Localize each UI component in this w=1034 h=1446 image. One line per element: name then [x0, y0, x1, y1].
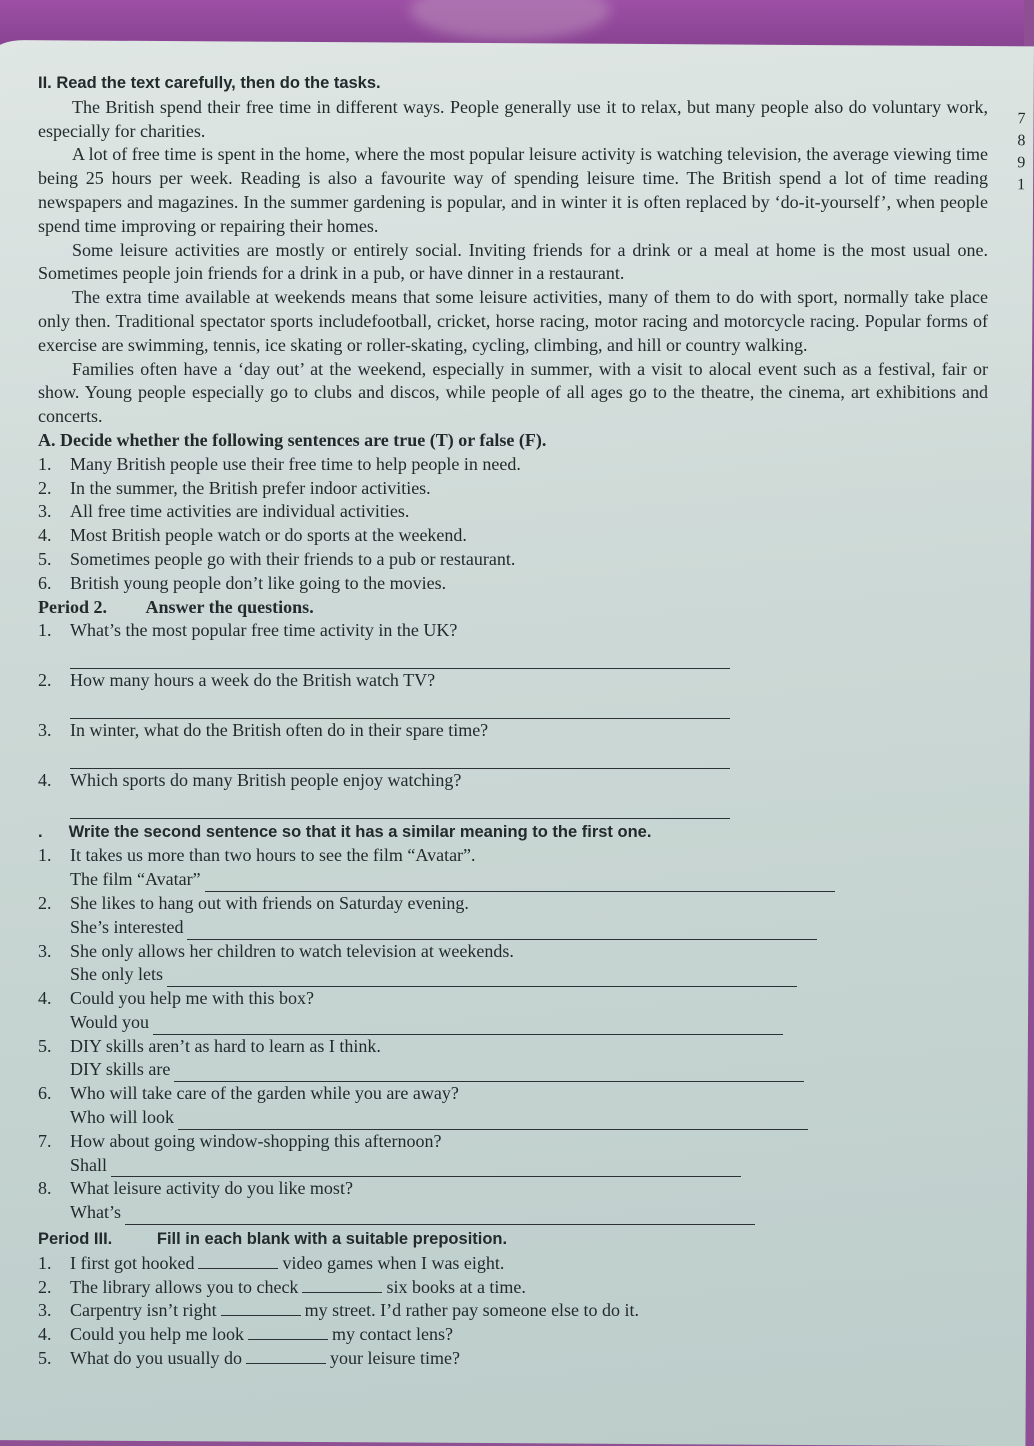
reading-paragraph: Some leisure activities are mostly or entirely social. Inviting friends for a drink or a meal at home is the most usual one. Sometimes people join friends for a drink in a pub, or have dinner in a restaurant.: [38, 239, 988, 284]
question-list: [38, 619, 988, 818]
statement-text: All free time activities are individual activities.: [70, 501, 410, 522]
sentence-after: video games when I was eight.: [282, 1252, 505, 1273]
reading-paragraph: The extra time available at weekends means that some leisure activities, many of them to do with sport, normally take place only then. Traditional spectator sports includefootball, cricket, horse racing, motor racing and motorcycle racing. Popular forms of exercise are swimming, tennis, ice skating or roller-skating, cycling, climbing, and hill or country walking.: [38, 287, 988, 355]
list-item: [38, 453, 988, 477]
answer-line[interactable]: [174, 1063, 804, 1082]
original-sentence: Who will take care of the garden while you are away?: [70, 1083, 459, 1104]
item-number: 5.: [38, 1035, 52, 1056]
item-number: 3.: [38, 1300, 52, 1321]
rewrite-title: Write the second sentence so that it has a similar meaning to the first one.: [68, 822, 652, 841]
item-number: 4.: [38, 1324, 52, 1345]
sentence-before: What do you usually do: [70, 1348, 242, 1369]
rewrite-item: [38, 940, 988, 988]
period2-header: [38, 596, 988, 620]
sentence-start: DIY skills are: [70, 1059, 171, 1080]
answer-line[interactable]: [70, 693, 730, 719]
blank[interactable]: [302, 1276, 382, 1293]
item-number: 4.: [38, 769, 52, 790]
blank[interactable]: [198, 1252, 278, 1269]
statement-text: Sometimes people go with their friends to a pub or restaurant.: [70, 548, 516, 569]
answer-line[interactable]: [70, 793, 730, 819]
section2-heading: II. Read the text carefully, then do the tasks.: [38, 74, 381, 92]
rewrite-list: [38, 844, 988, 1225]
original-sentence: She likes to hang out with friends on Saturday evening.: [70, 892, 469, 913]
reading-paragraph: Families often have a ‘day out’ at the weekend, especially in summer, with a visit to alocal event such as a festival, fair or show. Young people especially go to clubs and discos, while people of all ages go to the theatre, the cinema, art exhibitions and concerts.: [38, 358, 988, 427]
true-false-list: [38, 453, 988, 596]
sentence-before: The library allows you to check: [70, 1276, 299, 1297]
question-text: In winter, what do the British often do in their spare time?: [70, 719, 489, 740]
cloth-highlight: [410, 0, 610, 40]
original-sentence: She only allows her children to watch television at weekends.: [70, 940, 514, 961]
answer-line[interactable]: [187, 921, 817, 940]
list-item: [38, 477, 988, 501]
item-number: 6.: [38, 572, 52, 593]
rewrite-header: [38, 821, 988, 845]
answer-line[interactable]: [70, 643, 730, 669]
item-number: 1.: [38, 1252, 52, 1273]
margin-number: 8: [1017, 132, 1026, 150]
statement-text: Most British people watch or do sports at the weekend.: [70, 525, 467, 546]
sentence-before: Could you help me look: [70, 1324, 244, 1345]
statement-text: Many British people use their free time to help people in need.: [70, 453, 521, 474]
item-number: 7.: [38, 1130, 52, 1151]
blank[interactable]: [248, 1323, 328, 1340]
period2-label: Period 2.: [38, 596, 107, 617]
question-item: [38, 619, 988, 643]
statement-text: British young people don’t like going to the movies.: [70, 572, 447, 593]
question-text: What’s the most popular free time activity in the UK?: [70, 620, 458, 641]
rewrite-item: [38, 1082, 988, 1130]
statement-text: In the summer, the British prefer indoor activities.: [70, 477, 431, 498]
sentence-start: Shall: [70, 1154, 108, 1175]
worksheet-content: [38, 72, 988, 1371]
blank[interactable]: [221, 1299, 301, 1316]
margin-number: 1: [1017, 176, 1026, 194]
answer-line[interactable]: [111, 1158, 741, 1177]
question-item: [38, 719, 988, 743]
sentence-before: Carpentry isn’t right: [70, 1300, 217, 1321]
sentence-start: She only lets: [70, 964, 163, 985]
list-item: [38, 548, 988, 572]
list-item: [38, 1276, 988, 1300]
period3-label: Period III.: [38, 1230, 113, 1249]
rewrite-item: [38, 1130, 988, 1178]
sentence-start: The film “Avatar”: [70, 869, 201, 890]
question-text: Which sports do many British people enjoy watching?: [70, 769, 462, 790]
sentence-after: your leisure time?: [329, 1348, 460, 1369]
item-number: 3.: [38, 940, 52, 961]
list-item: [38, 1299, 988, 1323]
sentence-before: I first got hooked: [70, 1252, 195, 1273]
original-sentence: What leisure activity do you like most?: [70, 1178, 353, 1199]
sentence-start: She’s interested: [70, 916, 184, 937]
preposition-list: [38, 1252, 988, 1371]
list-item: [38, 1252, 988, 1276]
rewrite-bullet: .: [38, 822, 43, 841]
sentence-after: six books at a time.: [386, 1276, 526, 1297]
answer-line[interactable]: [205, 873, 835, 892]
period3-header: [38, 1228, 988, 1252]
item-number: 2.: [38, 1276, 52, 1297]
answer-line[interactable]: [178, 1111, 808, 1130]
answer-line[interactable]: [153, 1016, 783, 1035]
reading-paragraph: The British spend their free time in different ways. People generally use it to relax, but many people also do voluntary work, especially for charities.: [38, 96, 988, 141]
item-number: 1.: [38, 620, 52, 641]
item-number: 6.: [38, 1083, 52, 1104]
item-number: 2.: [38, 670, 52, 691]
rewrite-item: [38, 987, 988, 1035]
item-number: 5.: [38, 1348, 52, 1369]
answer-line[interactable]: [125, 1206, 755, 1225]
item-number: 3.: [38, 501, 52, 522]
reading-paragraph: A lot of free time is spent in the home, where the most popular leisure activity is watching television, the average viewing time being 25 hours per week. Reading is also a favourite way of spending leisure time. The British spend a lot of time reading newspapers and magazines. In the summer gardening is popular, and in winter it is often replaced by ‘do-it-yourself’, when people spend time improving or repairing their homes.: [38, 144, 988, 236]
item-number: 4.: [38, 988, 52, 1009]
list-item: [38, 500, 988, 524]
blank[interactable]: [246, 1347, 326, 1364]
sentence-start: What’s: [70, 1202, 121, 1223]
original-sentence: How about going window-shopping this afternoon?: [70, 1130, 442, 1151]
item-number: 2.: [38, 477, 52, 498]
period2-title: Answer the questions.: [145, 596, 314, 617]
question-item: [38, 769, 988, 793]
item-number: 1.: [38, 845, 52, 866]
original-sentence: DIY skills aren’t as hard to learn as I think.: [70, 1035, 381, 1056]
sentence-after: my contact lens?: [332, 1324, 453, 1345]
question-item: [38, 669, 988, 693]
margin-number: 7: [1017, 110, 1026, 128]
list-item: [38, 1347, 988, 1371]
sentence-start: Who will look: [70, 1107, 174, 1128]
task-a-title: A. Decide whether the following sentences are true (T) or false (F).: [38, 429, 547, 450]
item-number: 4.: [38, 525, 52, 546]
period3-title: Fill in each blank with a suitable preposition.: [156, 1230, 508, 1249]
rewrite-item: [38, 1035, 988, 1083]
margin-number: 9: [1017, 154, 1026, 172]
original-sentence: It takes us more than two hours to see the film “Avatar”.: [70, 845, 476, 866]
list-item: [38, 524, 988, 548]
question-text: How many hours a week do the British watch TV?: [70, 670, 436, 691]
original-sentence: Could you help me with this box?: [70, 988, 314, 1009]
rewrite-item: [38, 844, 988, 892]
sentence-after: my street. I’d rather pay someone else to do it.: [304, 1300, 640, 1321]
answer-line[interactable]: [167, 968, 797, 987]
list-item: [38, 572, 988, 596]
item-number: 5.: [38, 548, 52, 569]
margin-numbers: [1017, 108, 1026, 196]
rewrite-item: [38, 1177, 988, 1225]
item-number: 2.: [38, 892, 52, 913]
list-item: [38, 1323, 988, 1347]
item-number: 3.: [38, 719, 52, 740]
rewrite-item: [38, 892, 988, 940]
sentence-start: Would you: [70, 1011, 150, 1032]
item-number: 8.: [38, 1178, 52, 1199]
item-number: 1.: [38, 453, 52, 474]
answer-line[interactable]: [70, 743, 730, 769]
